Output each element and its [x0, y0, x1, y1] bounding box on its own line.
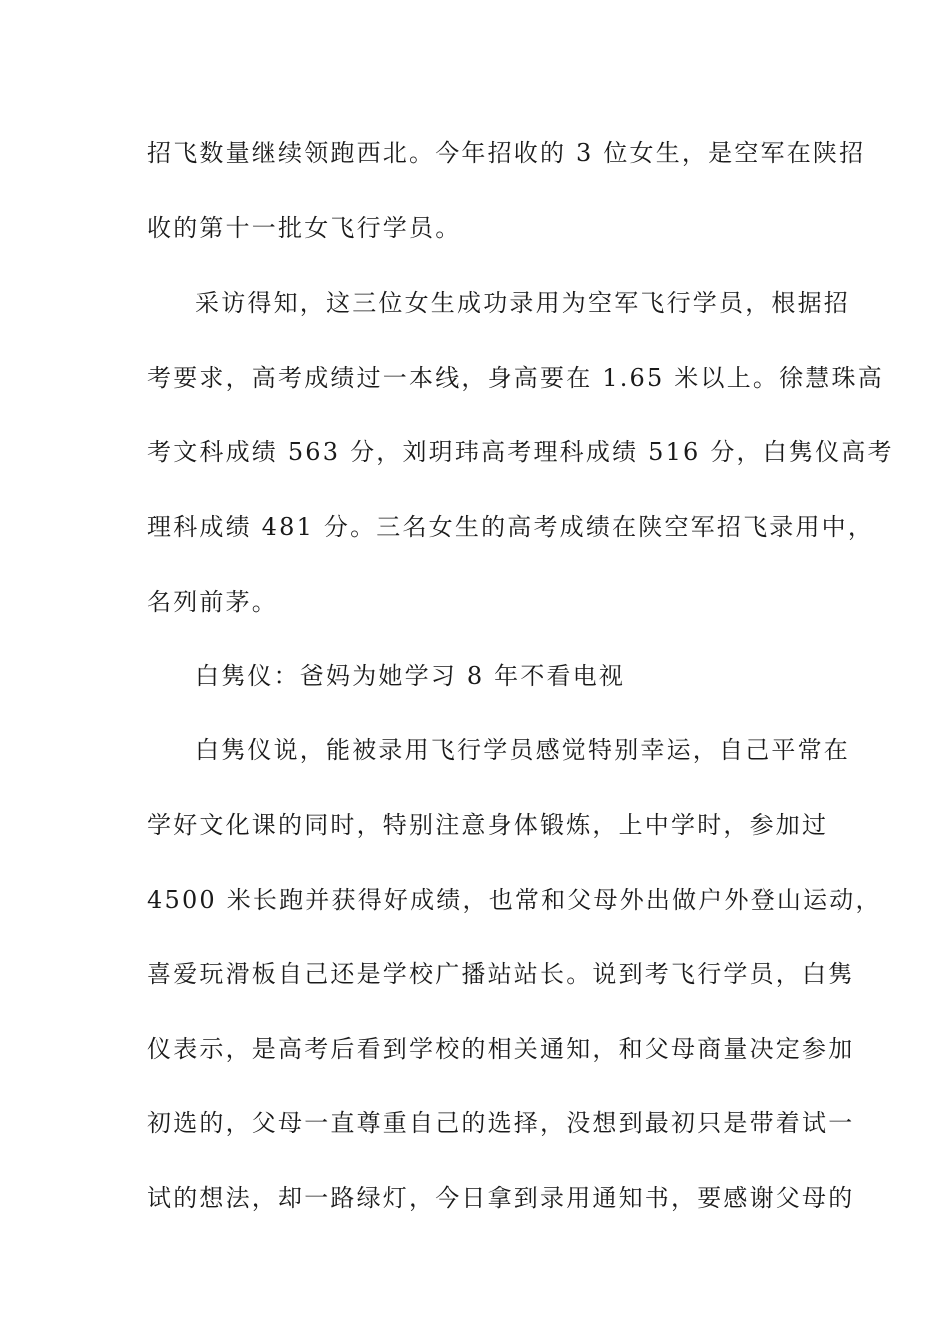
text-line-2: 收的第十一批女飞行学员。	[147, 214, 462, 242]
text-line-13: 仪表示，是高考后看到学校的相关通知，和父母商量决定参加	[147, 1035, 855, 1063]
text-line-1: 招飞数量继续领跑西北。今年招收的 3 位女生，是空军在陕招	[147, 139, 866, 167]
text-line-6: 理科成绩 481 分。三名女生的高考成绩在陕空军招飞录用中，	[147, 513, 875, 541]
text-line-11: 4500 米长跑并获得好成绩，也常和父母外出做户外登山运动，	[147, 886, 882, 914]
text-line-5: 考文科成绩 563 分，刘玥玮高考理科成绩 516 分，白隽仪高考	[147, 438, 894, 466]
section-heading: 白隽仪：爸妈为她学习 8 年不看电视	[195, 662, 626, 690]
text-line-4: 考要求，高考成绩过一本线，身高要在 1.65 米以上。徐慧珠高	[147, 364, 884, 392]
text-line-7: 名列前茅。	[147, 588, 278, 616]
text-line-15: 试的想法，却一路绿灯，今日拿到录用通知书，要感谢父母的	[147, 1184, 855, 1212]
text-line-9: 白隽仪说，能被录用飞行学员感觉特别幸运，自己平常在	[195, 736, 850, 764]
text-line-14: 初选的，父母一直尊重自己的选择，没想到最初只是带着试一	[147, 1109, 855, 1137]
text-line-12: 喜爱玩滑板自己还是学校广播站站长。说到考飞行学员，白隽	[147, 960, 855, 988]
text-line-10: 学好文化课的同时，特别注意身体锻炼，上中学时，参加过	[147, 811, 829, 839]
text-line-3: 采访得知，这三位女生成功录用为空军飞行学员，根据招	[195, 289, 850, 317]
